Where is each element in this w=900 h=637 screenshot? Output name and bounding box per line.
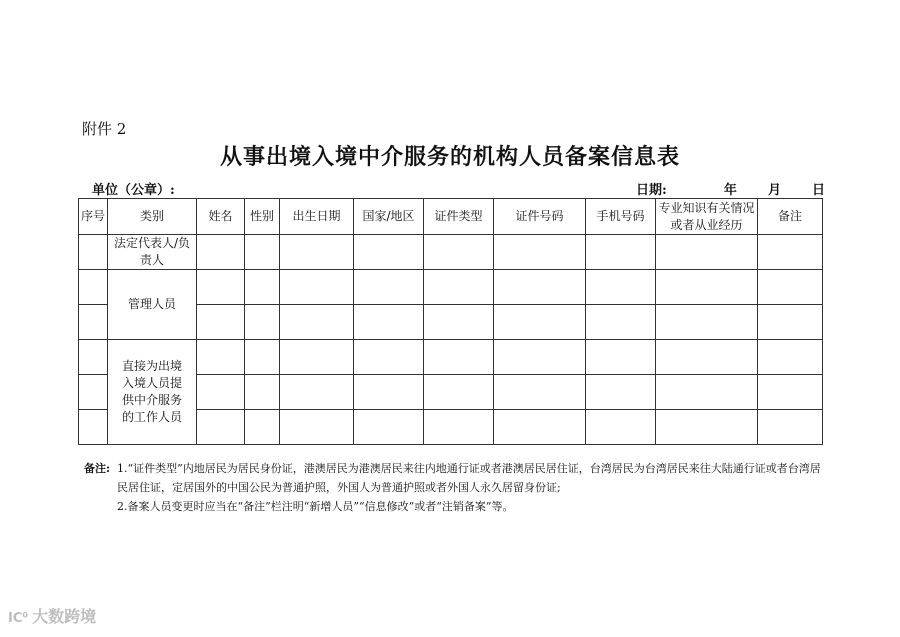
note-item-2: 2.备案人员变更时应当在“备注”栏注明“新增人员”“信息修改”或者“注销备案”等。: [117, 500, 514, 513]
attachment-label: 附件 2: [82, 120, 127, 138]
col-header-name: 姓名: [197, 199, 245, 235]
col-header-index: 序号: [79, 199, 108, 235]
header-row: [79, 199, 823, 235]
month-label: 月: [767, 183, 781, 198]
table-row: [79, 235, 823, 270]
watermark-text: 大数跨境: [32, 607, 97, 626]
notes-label: 备注:: [84, 462, 111, 475]
watermark: [8, 604, 96, 627]
category-service-staff: 直接为出境入境人员提供中介服务的工作人员: [108, 340, 197, 445]
note-item-1: 1.“证件类型”内地居民为居民身份证，港澳居民为港澳居民来往内地通行证或者港澳居民居住证，台湾居民为台湾居民来往大陆通行证或者台湾居民居住证，定居国外的中国公民为普通护照，外国人为普通护照或者外国人永久居留身份证;: [117, 462, 821, 494]
category-management: 管理人员: [108, 270, 197, 340]
notes-section: [84, 459, 824, 513]
col-header-category: 类别: [108, 199, 197, 235]
col-header-remarks: 备注: [758, 199, 823, 235]
col-header-phone: 手机号码: [586, 199, 656, 235]
year-label: 年: [723, 183, 737, 198]
day-label: 日: [812, 183, 826, 198]
col-header-gender: 性别: [245, 199, 280, 235]
registration-table: [78, 198, 823, 445]
table-row: [79, 270, 823, 305]
col-header-experience: 专业知识有关情况或者从业经历: [656, 199, 758, 235]
col-header-id-type: 证件类型: [424, 199, 494, 235]
table-row: [79, 340, 823, 375]
category-legal-rep: 法定代表人/负责人: [108, 235, 197, 270]
date-label: 日期:: [636, 183, 667, 198]
document-title: 从事出境入境中介服务的机构人员备案信息表: [219, 144, 680, 170]
col-header-birthdate: 出生日期: [280, 199, 354, 235]
watermark-logo-icon: IC⁰: [8, 611, 29, 626]
unit-label: 单位（公章）:: [92, 183, 175, 198]
date-line: [636, 179, 825, 198]
col-header-country: 国家/地区: [354, 199, 424, 235]
col-header-id-number: 证件号码: [494, 199, 586, 235]
